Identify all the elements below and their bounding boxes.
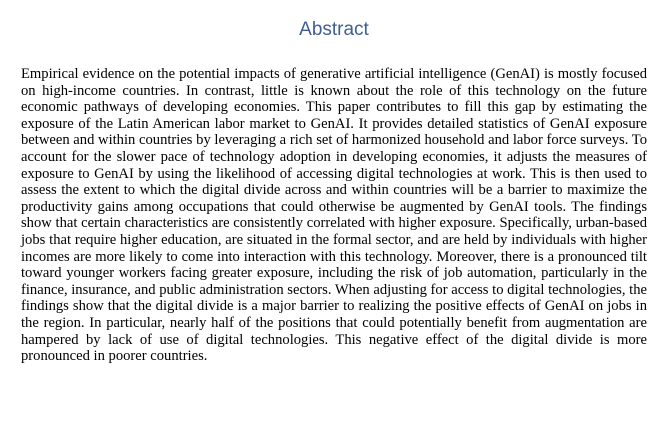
abstract-paragraph: Empirical evidence on the potential impacts of generative artificial intelligence (GenAI) is mostly focused on high-income countries. In contrast, little is known about the role of this technology on the future economic pathways of developing economies. This paper contributes to fill this gap by estimating the exposure of the Latin American labor market to GenAI. It provides detailed statistics of GenAI exposure between and within countries by leveraging a rich set of harmonized household and labor force surveys. To account for the slower pace of technology adoption in developing economies, it adjusts the measures of exposure to GenAI by using the likelihood of accessing digital technologies at work. This is then used to assess the extent to which the digital divide across and within countries will be a barrier to maximize the productivity gains among occupations that could otherwise be augmented by GenAI tools. The findings show that certain characteristics are consistently correlated with higher exposure. Specifically, urban-based jobs that require higher education, are situated in the formal sector, and are held by individuals with higher incomes are more likely to come into interaction with this technology. Moreover, there is a pronounced tilt toward younger workers facing greater exposure, including the risk of job automation, particularly in the finance, insurance, and public administration sectors. When adjusting for access to digital technologies, the findings show that the digital divide is a major barrier to realizing the positive effects of GenAI on jobs in the region. In particular, nearly half of the positions that could potentially benefit from augmentation are hampered by lack of use of digital technologies. This negative effect of the digital divide is more pronounced in poorer countries. — [21, 66, 647, 365]
abstract-heading: Abstract — [299, 19, 369, 40]
